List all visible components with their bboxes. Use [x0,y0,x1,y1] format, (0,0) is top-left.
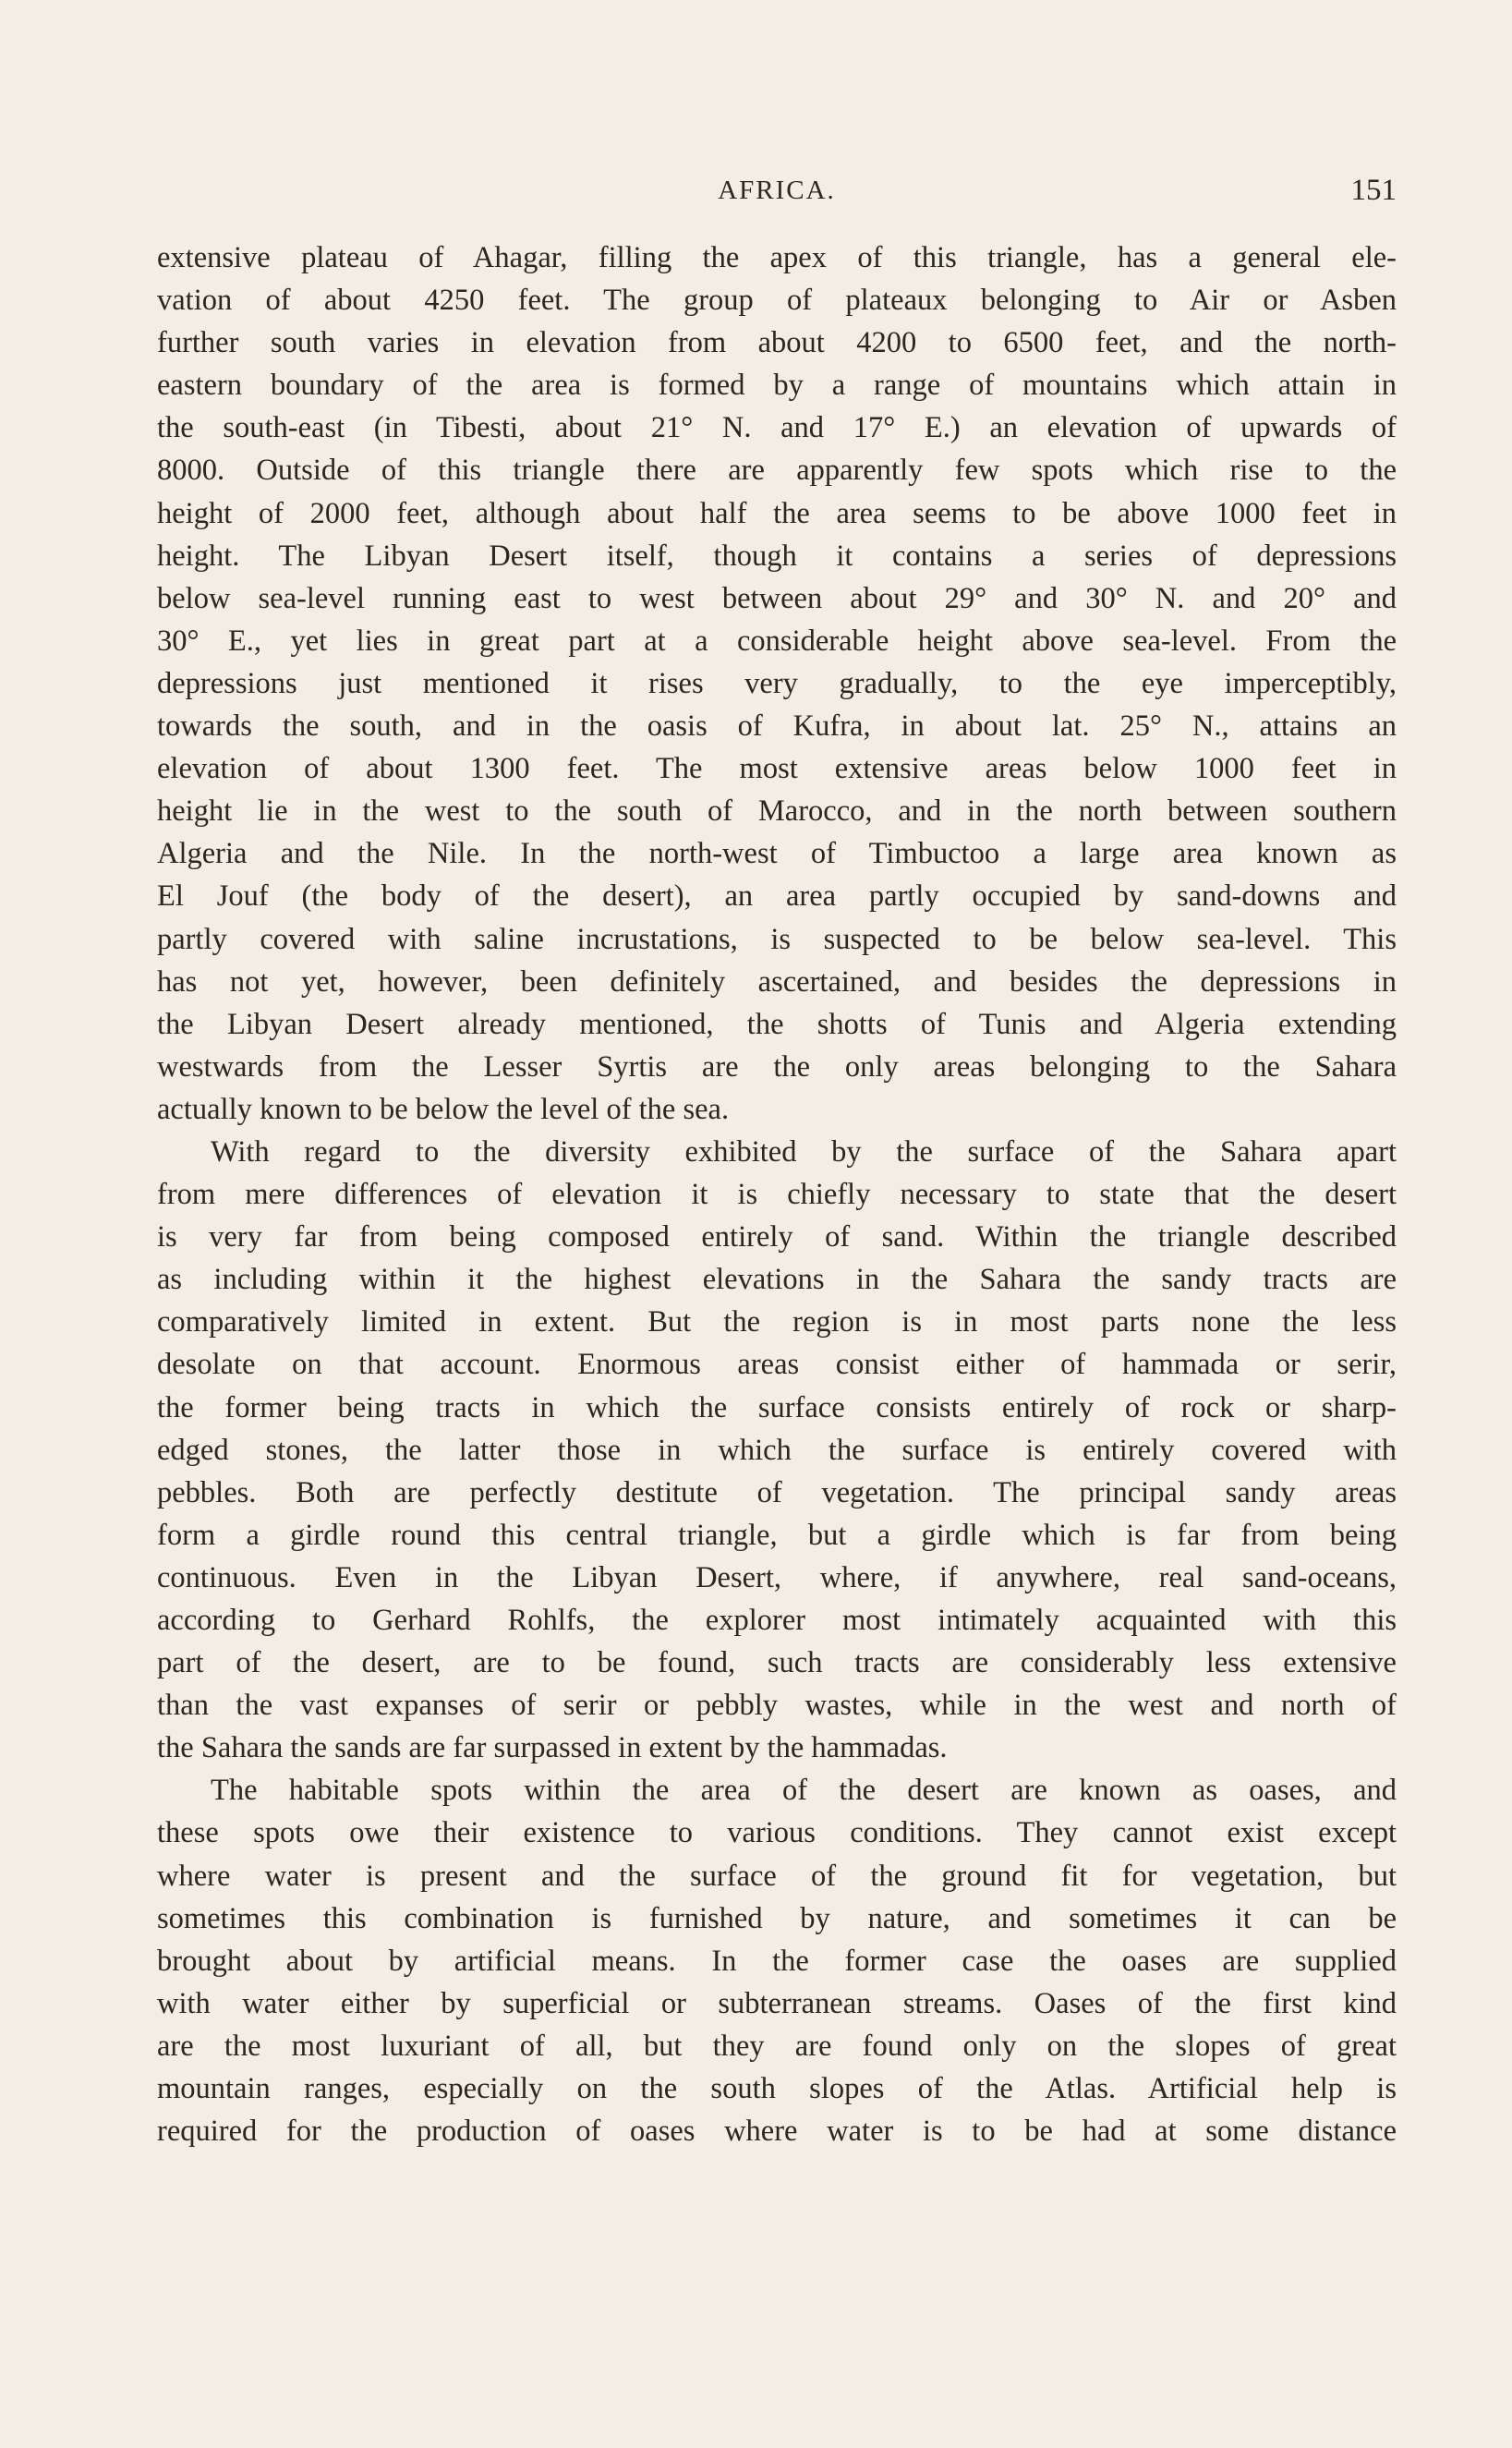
text-line: from mere differences of elevation it is chiefly necessary to state that the desert [157,1178,1397,1212]
text-line: as including within it the highest elevations in the Sahara the sandy tracts are [157,1263,1397,1297]
running-header [157,176,1397,216]
text-line: 30° E., yet lies in great part at a considerable height above sea-level. From the [157,624,1397,658]
text-line: form a girdle round this central triangle, but a girdle which is far from being [157,1518,1397,1552]
text-line: the Sahara the sands are far surpassed in extent by the hammadas. [157,1731,948,1765]
text-line: vation of about 4250 feet. The group of plateaux belonging to Air or Asben [157,284,1397,318]
text-line: the Libyan Desert already mentioned, the shotts of Tunis and Algeria extending [157,1007,1397,1041]
text-line: partly covered with saline incrustations, is suspected to be below sea-level. This [157,922,1397,956]
body-text [157,236,1397,2152]
text-line: comparatively limited in extent. But the region is in most parts none the less [157,1305,1397,1339]
text-line: are the most luxuriant of all, but they are found only on the slopes of great [157,2029,1397,2063]
text-line: actually known to be below the level of the sea. [157,1092,730,1126]
text-line: towards the south, and in the oasis of Kufra, in about lat. 25° N., attains an [157,709,1397,744]
text-line: is very far from being composed entirely of sand. Within the triangle described [157,1220,1397,1254]
text-line: mountain ranges, especially on the south slopes of the Atlas. Artificial help is [157,2072,1397,2106]
page-number: 151 [1350,174,1397,207]
text-line: El Jouf (the body of the desert), an area partly occupied by sand-downs and [157,879,1397,914]
text-line: With regard to the diversity exhibited by the surface of the Sahara apart [211,1134,1397,1169]
text-line: according to Gerhard Rohlfs, the explorer most intimately acquainted with this [157,1604,1397,1637]
text-line: brought about by artificial means. In the former case the oases are supplied [157,1944,1397,1978]
text-line: eastern boundary of the area is formed by a range of mountains which attain in [157,369,1397,403]
text-line: edged stones, the latter those in which the surface is entirely covered with [157,1433,1397,1467]
text-line: these spots owe their existence to various conditions. They cannot exist except [157,1816,1397,1850]
text-line: The habitable spots within the area of the desert are known as oases, and [211,1774,1397,1808]
text-line: below sea-level running east to west between about 29° and 30° N. and 20° and [157,581,1397,615]
text-line: 8000. Outside of this triangle there are apparently few spots which rise to the [157,454,1397,488]
text-line: has not yet, however, been definitely ascertained, and besides the depressions in [157,964,1397,999]
text-line: the former being tracts in which the surface consists entirely of rock or sharp- [157,1390,1397,1424]
text-line: pebbles. Both are perfectly destitute of vegetation. The principal sandy areas [157,1475,1397,1509]
text-line: required for the production of oases where water is to be had at some distance [157,2115,1397,2149]
text-line: elevation of about 1300 feet. The most extensive areas below 1000 feet in [157,752,1397,786]
text-line: the south-east (in Tibesti, about 21° N. and 17° E.) an elevation of upwards of [157,411,1397,445]
text-line: where water is present and the surface of the ground fit for vegetation, but [157,1859,1397,1893]
text-line: Algeria and the Nile. In the north-west of Timbuctoo a large area known as [157,837,1397,871]
text-line: continuous. Even in the Libyan Desert, where, if anywhere, real sand-oceans, [157,1560,1397,1594]
text-line: height. The Libyan Desert itself, though it contains a series of depressions [157,539,1397,573]
text-line: further south varies in elevation from about 4200 to 6500 feet, and the north- [157,326,1397,360]
text-line: sometimes this combination is furnished by nature, and sometimes it can be [157,1901,1397,1935]
text-line: height lie in the west to the south of Marocco, and in the north between southern [157,794,1397,829]
running-title: AFRICA. [718,176,836,205]
text-line: part of the desert, are to be found, such tracts are considerably less extensive [157,1646,1397,1680]
text-line: height of 2000 feet, although about half the area seems to be above 1000 feet in [157,496,1397,530]
text-line: extensive plateau of Ahagar, filling the apex of this triangle, has a general ele- [157,241,1397,274]
text-line: depressions just mentioned it rises very gradually, to the eye imperceptibly, [157,666,1397,700]
text-line: with water either by superficial or subterranean streams. Oases of the first kind [157,1986,1397,2020]
text-line: westwards from the Lesser Syrtis are the only areas belonging to the Sahara [157,1049,1397,1084]
text-line: desolate on that account. Enormous areas consist either of hammada or serir, [157,1348,1397,1382]
text-line: than the vast expanses of serir or pebbly wastes, while in the west and north of [157,1689,1397,1723]
